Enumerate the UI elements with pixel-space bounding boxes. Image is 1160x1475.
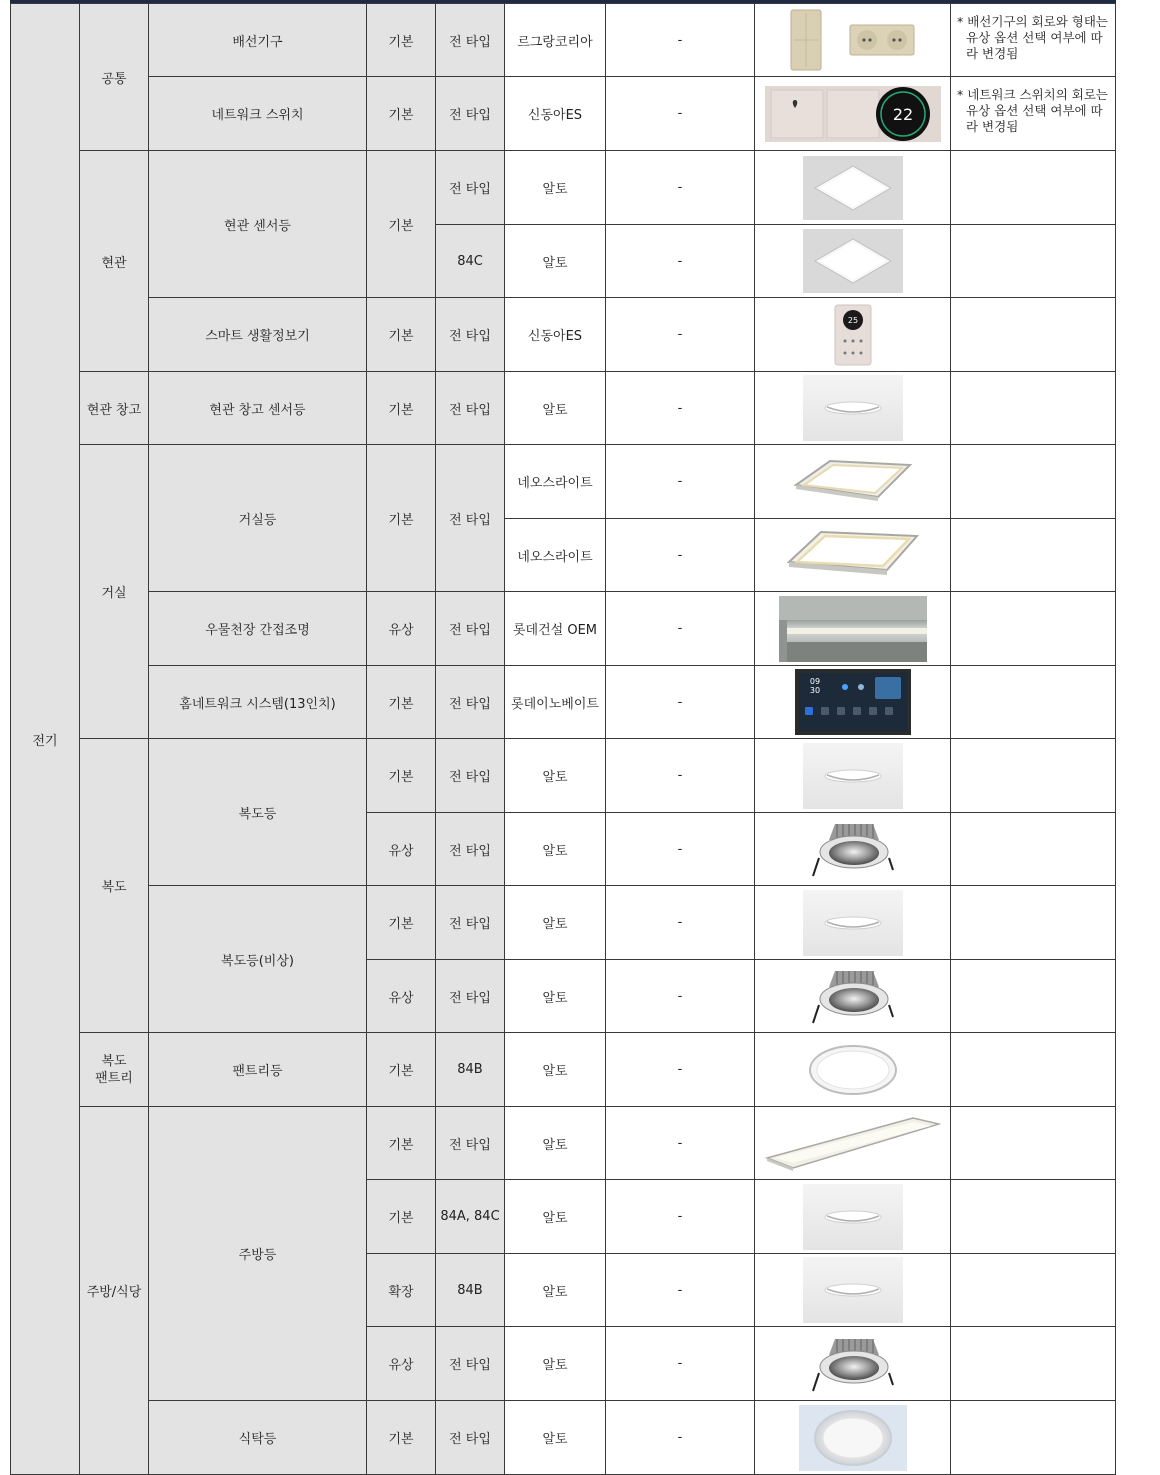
model-cell: - (606, 77, 755, 151)
type-cell: 전 타입 (436, 1327, 505, 1401)
item-name: 현관 센서등 (149, 151, 367, 298)
type-cell: 전 타입 (436, 960, 505, 1033)
indirect-light-image (779, 596, 927, 662)
item-name: 복도등 (149, 739, 367, 886)
round-ring-light-image (807, 1042, 899, 1098)
note-cell (951, 1254, 1116, 1327)
product-image-cell (755, 1401, 951, 1475)
grade-cell: 기본 (367, 1107, 436, 1180)
model-cell: - (606, 519, 755, 592)
product-image-cell (755, 225, 951, 298)
location-line: 복도 (101, 1053, 127, 1069)
grade-cell: 기본 (367, 1180, 436, 1254)
model-cell: - (606, 1327, 755, 1401)
note-cell (951, 1180, 1116, 1254)
grade-cell: 유상 (367, 813, 436, 886)
grade-cell: 기본 (367, 151, 436, 298)
grade-cell: 유상 (367, 960, 436, 1033)
item-name: 홈네트워크 시스템(13인치) (149, 666, 367, 739)
model-cell: - (606, 1180, 755, 1254)
maker-cell: 알토 (505, 960, 606, 1033)
type-cell: 전 타입 (436, 666, 505, 739)
note-cell (951, 445, 1116, 519)
table-row (11, 445, 1116, 519)
product-image-cell (755, 1033, 951, 1107)
location-kitchen: 주방/식당 (80, 1107, 149, 1475)
type-cell: 전 타입 (436, 813, 505, 886)
table-row (11, 298, 1116, 372)
maker-cell: 알토 (505, 1033, 606, 1107)
location-common: 공통 (80, 4, 149, 151)
note-cell (951, 739, 1116, 813)
reflector-downlight-image (811, 818, 895, 880)
maker-cell: 네오스라이트 (505, 519, 606, 592)
location-entrance-storage: 현관 창고 (80, 372, 149, 445)
square-panel-light-image (803, 156, 903, 220)
maker-cell: 알토 (505, 372, 606, 445)
type-cell: 전 타입 (436, 77, 505, 151)
item-name: 스마트 생활정보기 (149, 298, 367, 372)
note-cell (951, 666, 1116, 739)
product-image-cell (755, 592, 951, 666)
table-row (11, 1401, 1116, 1475)
downlight-image (803, 890, 903, 956)
downlight-image (803, 743, 903, 809)
note-cell (951, 1107, 1116, 1180)
downlight-image (803, 1257, 903, 1323)
table-row (11, 886, 1116, 960)
maker-cell: 롯데건설 OEM (505, 592, 606, 666)
table-row (11, 151, 1116, 225)
note-cell (951, 592, 1116, 666)
item-name: 배선기구 (149, 4, 367, 77)
grade-cell: 유상 (367, 1327, 436, 1401)
model-cell: - (606, 666, 755, 739)
maker-cell: 알토 (505, 886, 606, 960)
note-cell (951, 372, 1116, 445)
type-cell: 전 타입 (436, 1401, 505, 1475)
type-cell: 전 타입 (436, 1107, 505, 1180)
spec-table (10, 3, 1116, 1475)
downlight-image (803, 375, 903, 441)
location-living: 거실 (80, 445, 149, 739)
table-row (11, 592, 1116, 666)
grade-cell: 기본 (367, 4, 436, 77)
location-corridor-pantry (80, 1033, 149, 1107)
reflector-downlight-image (811, 1333, 895, 1395)
type-cell: 전 타입 (436, 739, 505, 813)
product-image-cell (755, 519, 951, 592)
home-network-screen-image (795, 669, 911, 735)
rect-ceiling-light-image (785, 522, 921, 588)
note-cell (951, 519, 1116, 592)
table-row (11, 666, 1116, 739)
product-image-cell (755, 151, 951, 225)
grade-cell: 기본 (367, 666, 436, 739)
model-cell: - (606, 1107, 755, 1180)
note-cell (951, 225, 1116, 298)
network-switch-image (765, 84, 941, 144)
maker-cell: 르그랑코리아 (505, 4, 606, 77)
type-cell: 전 타입 (436, 298, 505, 372)
product-image-cell (755, 1180, 951, 1254)
table-row (11, 4, 1116, 77)
frame-ceiling-light-image (788, 449, 918, 515)
note-cell (951, 4, 1116, 77)
model-cell: - (606, 445, 755, 519)
product-image-cell (755, 1327, 951, 1401)
grade-cell: 기본 (367, 372, 436, 445)
table-row (11, 372, 1116, 445)
product-image-cell (755, 960, 951, 1033)
grade-cell: 확장 (367, 1254, 436, 1327)
grade-cell: 기본 (367, 77, 436, 151)
grade-cell: 유상 (367, 592, 436, 666)
note-text: * 배선기구의 회로와 형태는 유상 옵션 선택 여부에 따라 변경됨 (957, 14, 1108, 61)
reflector-downlight-image (811, 965, 895, 1027)
type-cell: 84A, 84C (436, 1180, 505, 1254)
type-cell: 84B (436, 1254, 505, 1327)
model-cell: - (606, 1033, 755, 1107)
model-cell: - (606, 886, 755, 960)
maker-cell: 알토 (505, 151, 606, 225)
outlet-switch-image (788, 7, 918, 73)
note-text: * 네트워크 스위치의 회로는 유상 옵션 선택 여부에 따라 변경됨 (957, 87, 1108, 134)
maker-cell: 롯데이노베이트 (505, 666, 606, 739)
grade-cell: 기본 (367, 1401, 436, 1475)
model-cell: - (606, 1254, 755, 1327)
product-image-cell (755, 4, 951, 77)
type-cell: 84B (436, 1033, 505, 1107)
note-cell (951, 77, 1116, 151)
note-cell (951, 298, 1116, 372)
table-row (11, 739, 1116, 813)
type-cell: 전 타입 (436, 372, 505, 445)
smart-info-panel-image (833, 303, 873, 367)
item-name: 네트워크 스위치 (149, 77, 367, 151)
product-image-cell (755, 298, 951, 372)
maker-cell: 네오스라이트 (505, 445, 606, 519)
table-row (11, 1107, 1116, 1180)
product-image-cell (755, 77, 951, 151)
grade-cell: 기본 (367, 445, 436, 592)
type-cell: 전 타입 (436, 445, 505, 592)
screen-minute: 30 (809, 686, 820, 695)
maker-cell: 알토 (505, 1107, 606, 1180)
item-name: 팬트리등 (149, 1033, 367, 1107)
product-image-cell (755, 666, 951, 739)
item-name: 주방등 (149, 1107, 367, 1401)
maker-cell: 신동아ES (505, 298, 606, 372)
item-name: 현관 창고 센서등 (149, 372, 367, 445)
note-cell (951, 1327, 1116, 1401)
type-cell: 전 타입 (436, 886, 505, 960)
item-name: 복도등(비상) (149, 886, 367, 1033)
model-cell: - (606, 4, 755, 77)
square-panel-light-image (803, 229, 903, 293)
model-cell: - (606, 151, 755, 225)
product-image-cell (755, 886, 951, 960)
model-cell: - (606, 739, 755, 813)
note-cell (951, 960, 1116, 1033)
dining-pendant-image (799, 1405, 907, 1471)
item-name: 거실등 (149, 445, 367, 592)
downlight-image (803, 1184, 903, 1250)
product-image-cell (755, 1254, 951, 1327)
maker-cell: 알토 (505, 1180, 606, 1254)
type-cell: 전 타입 (436, 151, 505, 225)
product-image-cell (755, 372, 951, 445)
model-cell: - (606, 813, 755, 886)
model-cell: - (606, 372, 755, 445)
maker-cell: 알토 (505, 1401, 606, 1475)
location-corridor: 복도 (80, 739, 149, 1033)
product-image-cell (755, 813, 951, 886)
model-cell: - (606, 960, 755, 1033)
maker-cell: 신동아ES (505, 77, 606, 151)
product-image-cell (755, 445, 951, 519)
grade-cell: 기본 (367, 298, 436, 372)
screen-hour: 09 (809, 677, 820, 686)
item-name: 우물천장 간접조명 (149, 592, 367, 666)
type-cell: 84C (436, 225, 505, 298)
maker-cell: 알토 (505, 225, 606, 298)
model-cell: - (606, 225, 755, 298)
item-name: 식탁등 (149, 1401, 367, 1475)
note-cell (951, 886, 1116, 960)
grade-cell: 기본 (367, 886, 436, 960)
table-row (11, 77, 1116, 151)
linear-panel-light-image (765, 1112, 941, 1174)
screen-temperature: 22 (892, 104, 913, 124)
grade-cell: 기본 (367, 739, 436, 813)
location-line: 팬트리 (95, 1070, 133, 1086)
maker-cell: 알토 (505, 739, 606, 813)
maker-cell: 알토 (505, 1254, 606, 1327)
category-cell: 전기 (11, 4, 80, 1475)
maker-cell: 알토 (505, 813, 606, 886)
location-entrance: 현관 (80, 151, 149, 372)
grade-cell: 기본 (367, 1033, 436, 1107)
type-cell: 전 타입 (436, 592, 505, 666)
note-cell (951, 151, 1116, 225)
maker-cell: 알토 (505, 1327, 606, 1401)
note-cell (951, 1033, 1116, 1107)
screen-temperature: 25 (847, 315, 858, 325)
note-cell (951, 1401, 1116, 1475)
note-cell (951, 813, 1116, 886)
type-cell: 전 타입 (436, 4, 505, 77)
table-row (11, 1033, 1116, 1107)
model-cell: - (606, 298, 755, 372)
product-image-cell (755, 1107, 951, 1180)
model-cell: - (606, 1401, 755, 1475)
model-cell: - (606, 592, 755, 666)
product-image-cell (755, 739, 951, 813)
